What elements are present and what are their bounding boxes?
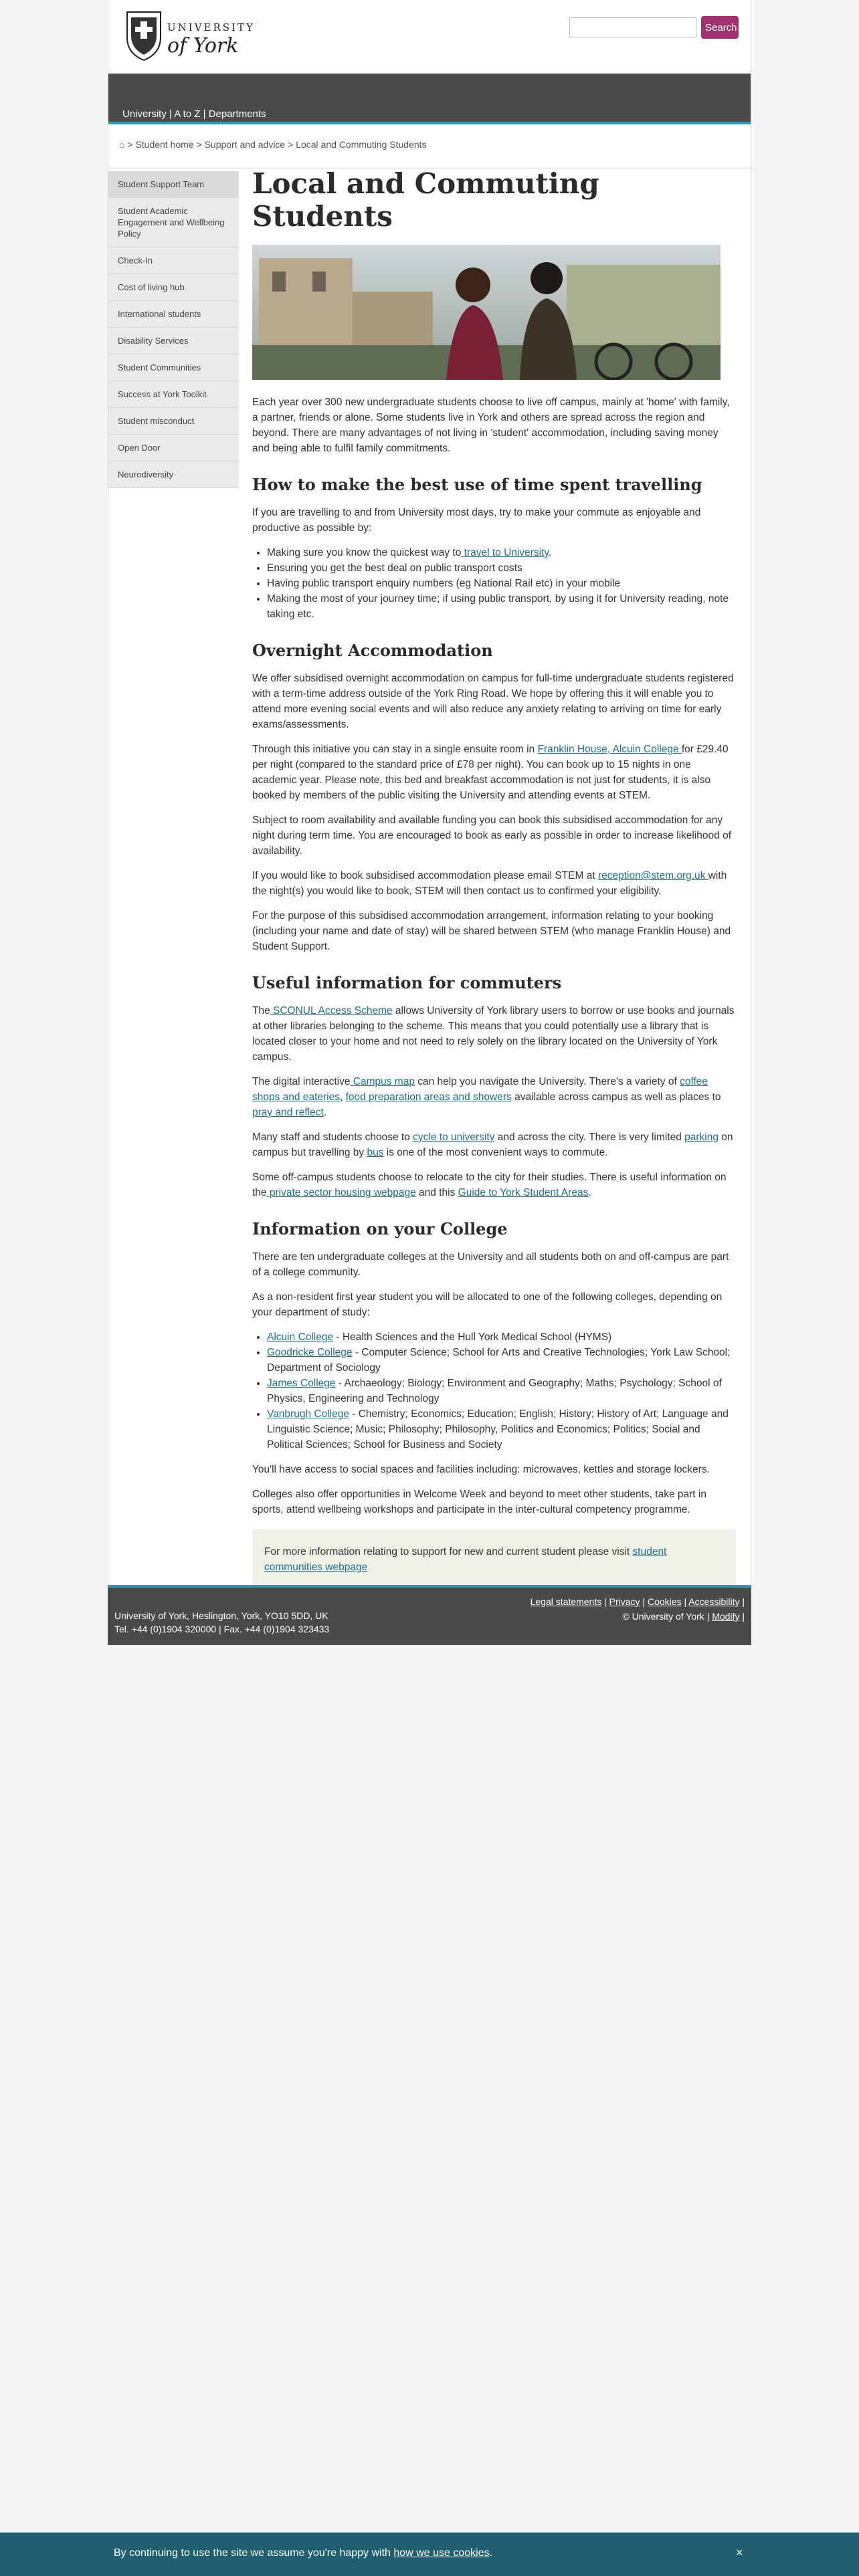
accessibility-link[interactable]: Accessibility — [688, 1596, 740, 1607]
overnight-paragraph-3: Subject to room availability and available funding you can book this subsidised accommodation for any night during term time. You are encouraged to book as early as possible in order to increase likelihood of availability. — [252, 815, 732, 857]
breadcrumb-current: Local and Commuting Students — [296, 139, 427, 150]
sidebar-item-misconduct[interactable]: Student misconduct — [108, 408, 239, 435]
university-logo[interactable] — [123, 8, 264, 63]
college-list — [252, 1329, 736, 1453]
sconul-link[interactable]: SCONUL Access Scheme — [270, 1005, 393, 1016]
commuters-paragraph-3: Many staff and students choose to cycle to university and across the city. There is very limited parking on campus but travelling by bus is one of the most convenient ways to commute. — [252, 1132, 733, 1158]
modify-link[interactable]: Modify — [712, 1611, 740, 1622]
cookie-banner — [0, 2533, 859, 2576]
logo-line1: UNIVERSITY — [167, 21, 255, 33]
commuters-paragraph-1: The SCONUL Access Scheme allows University of York library users to borrow or use books and journals at other libraries belonging to the scheme. This means that you could potentially use a library that is located closer to your home and not need to rely solely on the library located on the University of York campus. — [252, 1005, 735, 1063]
overnight-paragraph-1: We offer subsidised overnight accommodation on campus for full-time undergraduate students registered with a term-time address outside of the York Ring Road. We hope by offering this it will enable you to attend more evening social events and will also reduce any anxiety relating to arriving on time for early exams/assessments. — [252, 673, 734, 730]
overnight-heading: Overnight Accommodation — [252, 641, 493, 660]
travel-list — [252, 545, 736, 622]
cookie-text: By continuing to use the site we assume you're happy with how we use cookies. — [114, 2547, 493, 2559]
pray-reflect-link[interactable]: pray and reflect — [252, 1107, 324, 1118]
list-item: • Ensuring you get the best deal on public transport costs — [267, 560, 736, 576]
campus-map-link[interactable]: Campus map — [350, 1076, 415, 1087]
parking-link[interactable]: parking — [684, 1132, 719, 1143]
logo-line2: of York — [167, 34, 239, 58]
sidebar-item-open-door[interactable]: Open Door — [108, 435, 239, 461]
food-prep-link[interactable]: food preparation areas and showers — [345, 1091, 512, 1103]
home-icon[interactable]: ⌂ — [119, 139, 125, 150]
coffee-shops-link[interactable]: coffee shops and eateries — [252, 1076, 708, 1103]
list-item: • Making sure you know the quickest way to travel to University. — [267, 545, 736, 560]
commuters-heading: Useful information for commuters — [252, 973, 562, 992]
intro-paragraph: Each year over 300 new undergraduate students choose to live off campus, mainly at 'home' with family, a partner, friends or alone. Some students live in York and others are spread across the region and beyond. There are many advantages of not living in 'student' accommodation, including saving money and being able to fulfil family commitments. — [252, 397, 730, 454]
list-item: • Goodricke College - Computer Science; School for Arts and Creative Technologies; York Law School; Department of Sociology — [267, 1345, 736, 1376]
sidebar-item-international[interactable]: International students — [108, 301, 239, 328]
college-paragraph-4: Colleges also offer opportunities in Welcome Week and beyond to meet other students, take part in sports, attend wellbeing workshops and participate in the inter-cultural competency programme. — [252, 1489, 706, 1515]
list-item: • Vanbrugh College - Chemistry; Economics; Education; English; History; History of Art; Language and Linguistic Science; Music; Philosophy; Philosophy, Politics and Economics; Politics; Social and Political Sciences; School for Business and Society — [267, 1406, 736, 1453]
close-icon[interactable]: × — [736, 2546, 743, 2559]
commuters-paragraph-4: Some off-campus students choose to relocate to the city for their studies. There is useful information on the private sector housing webpage and this Guide to York Student Areas. — [252, 1172, 727, 1198]
college-paragraph-3: You'll have access to social spaces and facilities including: microwaves, kettles and storage lockers. — [252, 1464, 710, 1475]
sidebar-item-disability[interactable]: Disability Services — [108, 328, 239, 354]
overnight-paragraph-5: For the purpose of this subsidised accommodation arrangement, information relating to your booking (including your name and date of stay) will be shared between STEM (who manage Franklin House) and Student Support. — [252, 910, 731, 952]
james-college-link[interactable]: James College — [267, 1378, 336, 1389]
info-callout: For more information relating to support for new and current student please visit student communities webpage — [252, 1529, 736, 1590]
sidebar-item-neurodiversity[interactable]: Neurodiversity — [108, 461, 239, 488]
student-communities-link[interactable]: student communities webpage — [264, 1546, 667, 1573]
list-item: • Alcuin College - Health Sciences and the Hull York Medical School (HYMS) — [267, 1329, 736, 1345]
college-heading: Information on your College — [252, 1219, 508, 1239]
page-title: Local and Commuting Students — [252, 167, 599, 233]
page-container — [108, 0, 751, 1585]
legal-link[interactable]: Legal statements — [530, 1596, 602, 1607]
franklin-house-link[interactable]: Franklin House, Alcuin College — [537, 744, 682, 755]
sidebar-item-cost-of-living[interactable]: Cost of living hub — [108, 274, 239, 301]
hero-image — [252, 245, 721, 380]
student-areas-link[interactable]: Guide to York Student Areas — [458, 1187, 589, 1198]
list-item: • Making the most of your journey time; if using public transport, by using it for University reading, note taking etc. — [267, 591, 736, 622]
nav-a-to-z[interactable]: A to Z — [174, 108, 201, 120]
sidebar-item-engagement-policy[interactable]: Student Academic Engagement and Wellbeing Policy — [108, 198, 239, 247]
travel-to-university-link[interactable]: travel to University — [461, 547, 549, 558]
vanbrugh-college-link[interactable]: Vanbrugh College — [267, 1408, 349, 1420]
search-button[interactable]: Search — [701, 16, 739, 39]
main-content — [252, 167, 736, 1590]
cycle-link[interactable]: cycle to university — [413, 1132, 495, 1143]
sidebar-item-success-toolkit[interactable]: Success at York Toolkit — [108, 381, 239, 408]
nav-university[interactable]: University — [122, 108, 167, 120]
top-nav-bar — [108, 74, 751, 124]
breadcrumb: ⌂ > Student home > Support and advice > Local and Commuting Students — [108, 124, 751, 169]
breadcrumb-student-home[interactable]: Student home — [135, 139, 194, 150]
footer-links: Legal statements | Privacy | Cookies | Accessibility | © University of York | Modify | — [530, 1596, 745, 1622]
phone-line: Tel. +44 (0)1904 320000 | Fax. +44 (0)1904 323433 — [114, 1624, 330, 1634]
privacy-link[interactable]: Privacy — [609, 1596, 640, 1607]
top-nav-links: University | A to Z | Departments — [122, 108, 266, 120]
list-item: • Having public transport enquiry numbers (eg National Rail etc) in your mobile — [267, 576, 736, 591]
alcuin-college-link[interactable]: Alcuin College — [267, 1331, 334, 1343]
sidebar-item-student-support-team[interactable]: Student Support Team — [108, 171, 239, 198]
sidebar — [108, 171, 239, 488]
site-header — [108, 0, 751, 74]
bus-link[interactable]: bus — [367, 1147, 384, 1158]
stem-email-link[interactable]: reception@stem.org.uk — [597, 870, 708, 881]
overnight-paragraph-4: If you would like to book subsidised accommodation please email STEM at reception@stem.org.uk with the night(s) you would like to book, STEM will then contact us to confirmed your eligibility. — [252, 870, 727, 897]
cookie-policy-link[interactable]: how we use cookies — [393, 2547, 490, 2559]
copyright: © University of York — [622, 1611, 704, 1622]
address-line: University of York, Heslington, York, YO10 5DD, UK — [114, 1610, 328, 1621]
travel-heading: How to make the best use of time spent travelling — [252, 475, 702, 494]
commuters-paragraph-2: The digital interactive Campus map can help you navigate the University. There's a variety of coffee shops and eateries, food preparation areas and showers available across campus as well as places to pray and reflect. — [252, 1076, 721, 1118]
housing-link[interactable]: private sector housing webpage — [266, 1187, 416, 1198]
nav-departments[interactable]: Departments — [208, 108, 266, 120]
college-paragraph-1: There are ten undergraduate colleges at the University and all students both on and off-campus are part of a college community. — [252, 1251, 729, 1278]
footer-address — [114, 1609, 329, 1636]
sidebar-item-communities[interactable]: Student Communities — [108, 354, 239, 381]
overnight-paragraph-2: Through this initiative you can stay in a single ensuite room in Franklin House, Alcuin College for £29.40 per night (compared to the standard price of £78 per night). You can book up to 15 nights in one academic year. Please note, this bed and breakfast accommodation is not just for students, it is also booked by members of the public visiting the University and attending events at STEM. — [252, 744, 729, 801]
list-item: • James College - Archaeology; Biology; Environment and Geography; Maths; Psychology; School of Physics, Engineering and Technology — [267, 1376, 736, 1406]
college-paragraph-2: As a non-resident first year student you will be allocated to one of the following colleges, depending on your department of study: — [252, 1291, 723, 1318]
sidebar-item-check-in[interactable]: Check-In — [108, 247, 239, 274]
travel-lead: If you are travelling to and from University most days, try to make your commute as enjoyable and productive as possible by: — [252, 507, 701, 534]
goodricke-college-link[interactable]: Goodricke College — [267, 1347, 353, 1358]
site-footer — [108, 1585, 751, 1645]
search-input[interactable] — [569, 17, 696, 37]
breadcrumb-support[interactable]: Support and advice — [204, 139, 286, 150]
cookies-link[interactable]: Cookies — [647, 1596, 682, 1607]
